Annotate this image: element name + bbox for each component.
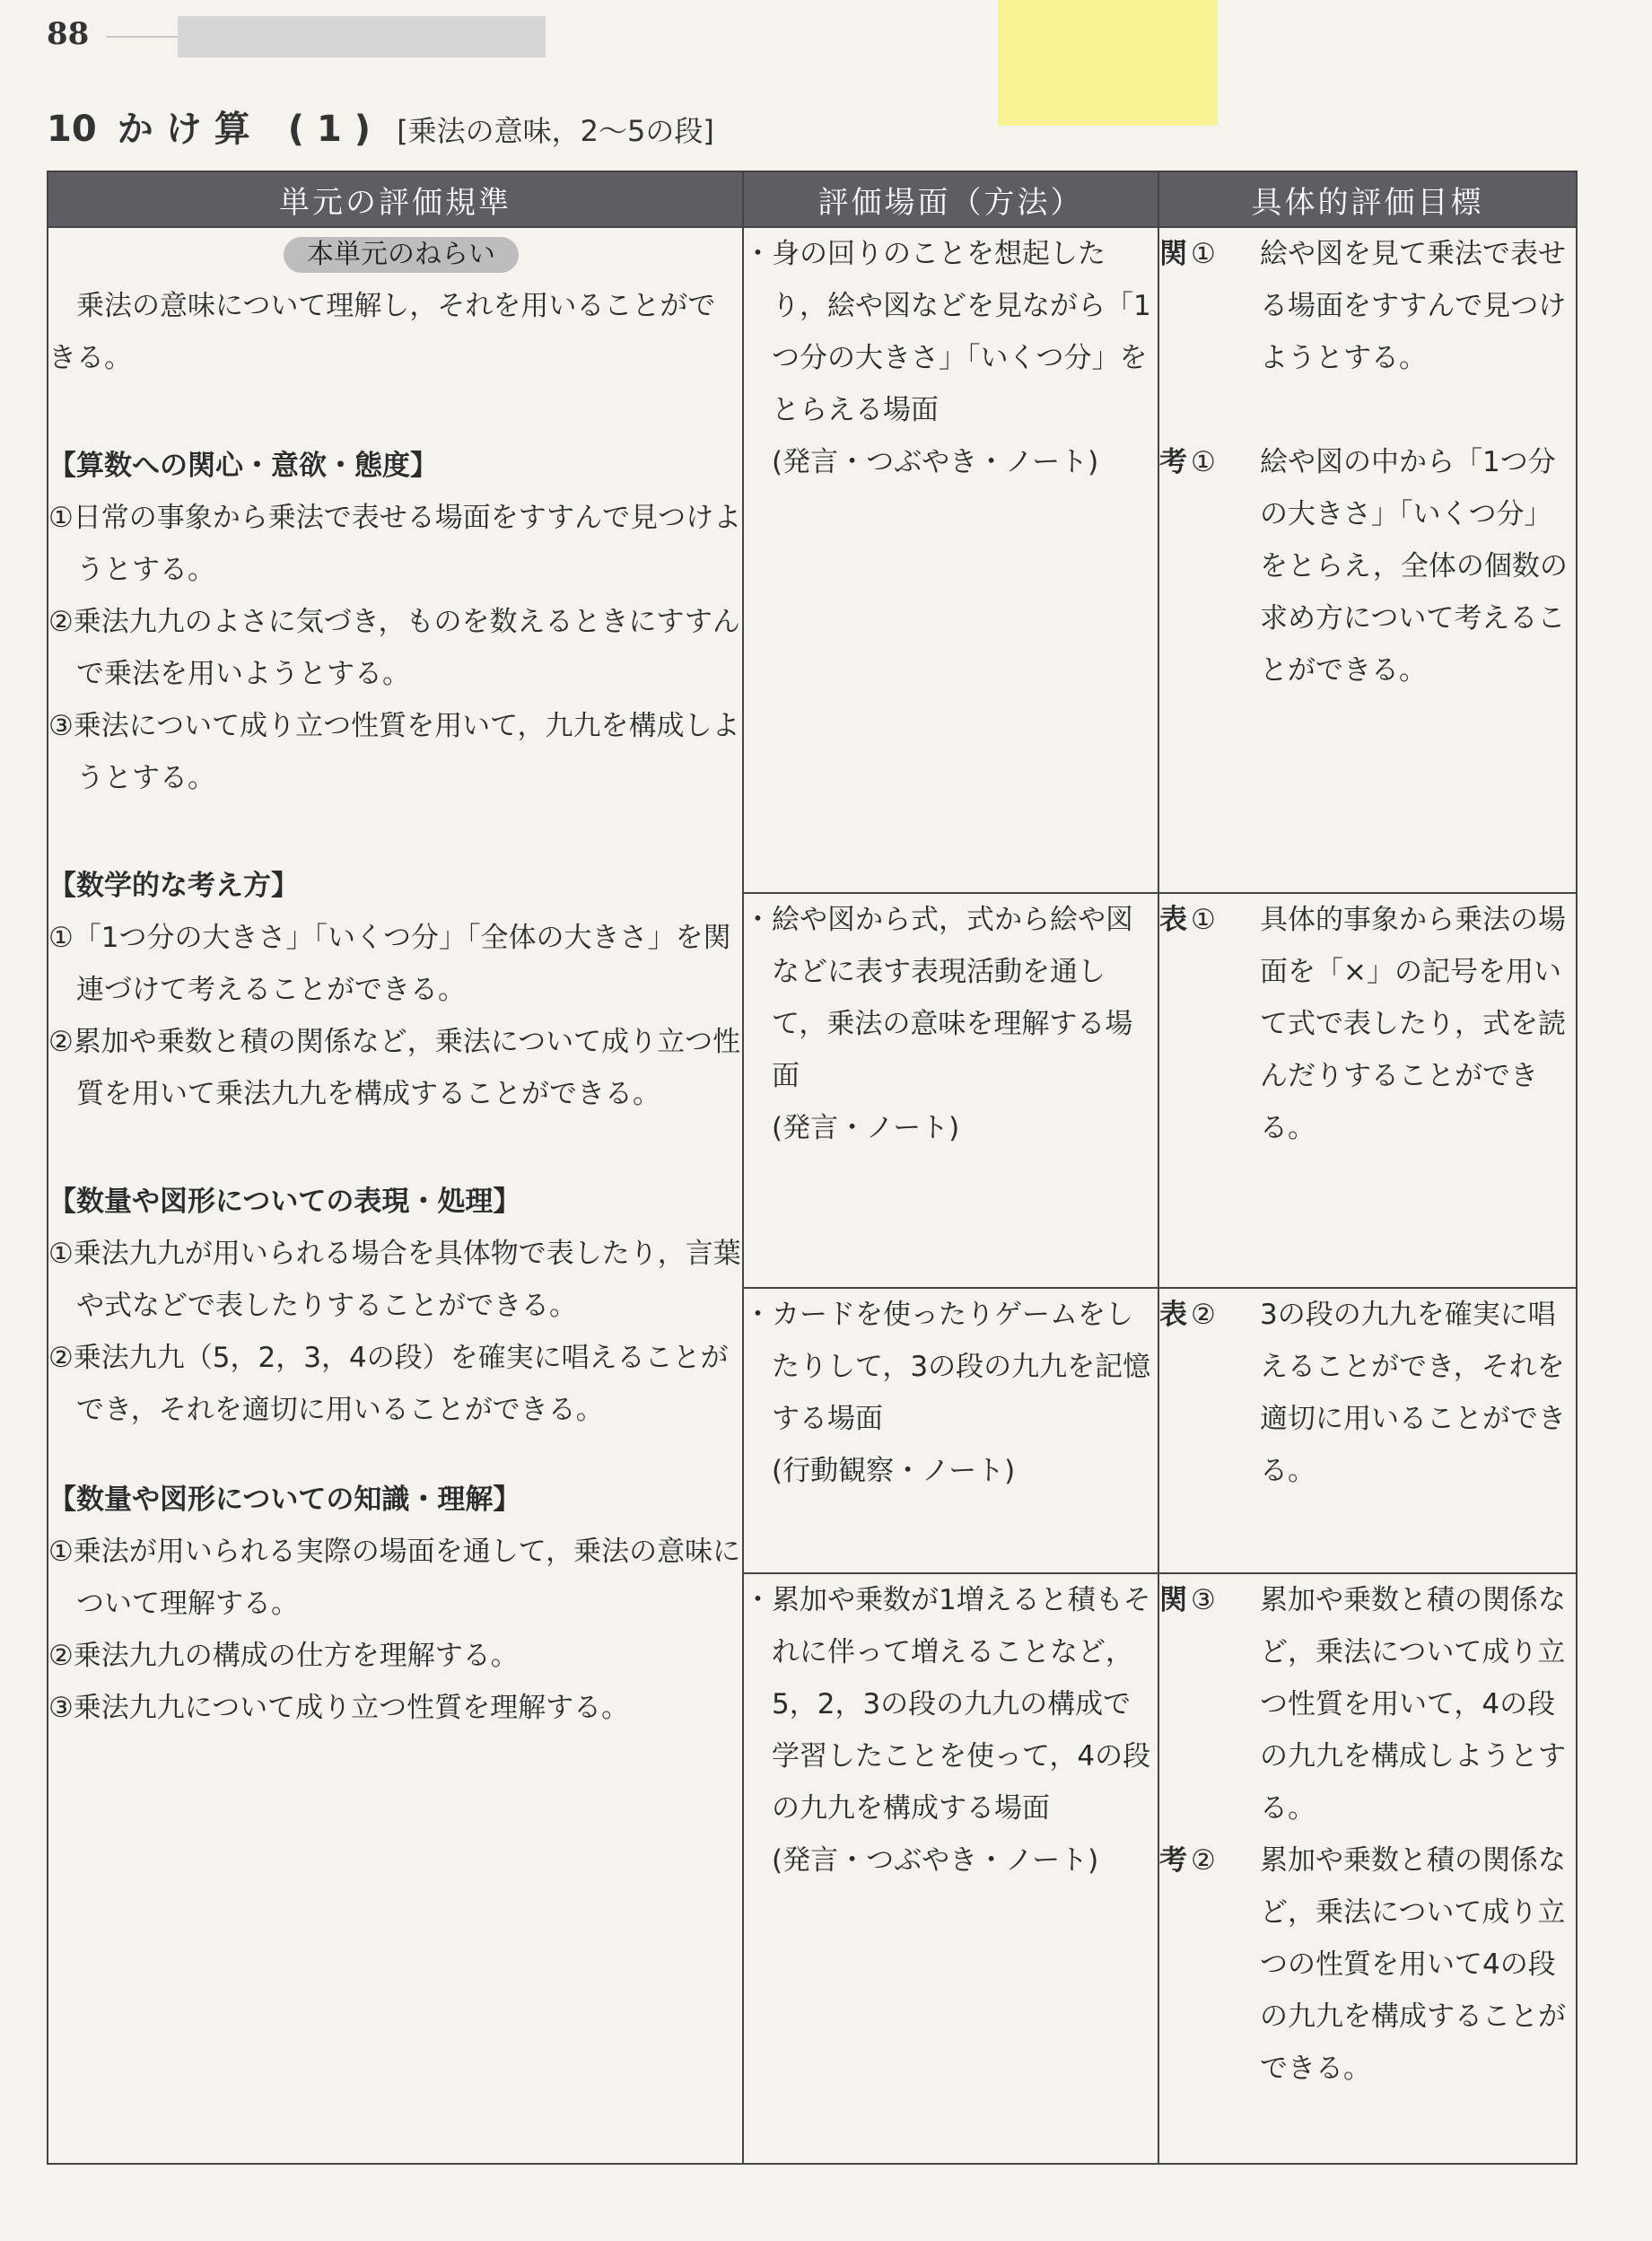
scene-cell: [743, 1573, 1158, 2164]
section-heading: 【数量や図形についての知識・理解】: [48, 1484, 521, 1516]
target-text: 具体的事象から乗法の場面を「×」の記号を用いて式で表したり，式を読んだりすることができる。: [1260, 904, 1566, 1144]
header-target: 具体的評価目標: [1158, 171, 1577, 227]
target-item: [1159, 894, 1576, 1154]
target-text: 絵や図を見て乗法で表せる場面をすすんで見つけようとする。: [1260, 238, 1567, 374]
target-text: 絵や図の中から「1つ分の大きさ」「いくつ分」をとらえ，全体の個数の求め方について考えることができる。: [1260, 446, 1568, 687]
scene-cell: [743, 227, 1158, 893]
unit-subtitle: [乗法の意味，2〜5の段]: [397, 114, 714, 148]
target-text: 累加や乗数と積の関係など，乗法について成り立つ性質を用いて，4の段の九九を構成しようとする。: [1260, 1584, 1566, 1825]
scene-cell: [743, 1288, 1158, 1573]
section-heading: 【算数への関心・意欲・態度】: [48, 450, 438, 482]
criteria-item: ①「1つ分の大きさ」「いくつ分」「全体の大きさ」を関連づけて考えることができる。: [48, 922, 731, 1006]
table-row: [48, 227, 1577, 893]
target-number: ①: [1191, 904, 1216, 936]
header-scene: 評価場面（方法）: [743, 171, 1158, 227]
target-label: 関: [1159, 238, 1187, 270]
target-text: 3の段の九九を確実に唱えることができ，それを適切に用いることができる。: [1260, 1299, 1566, 1487]
target-label: 考: [1159, 446, 1187, 478]
target-cell: [1158, 1573, 1577, 2164]
target-text: 累加や乗数と積の関係など，乗法について成り立つの性質を用いて4の段の九九を構成することができる。: [1260, 1844, 1566, 2085]
scene-text: ・カードを使ったりゲームをしたりして，3の段の九九を記憶する場面: [744, 1299, 1151, 1435]
aim-badge: 本単元のねらい: [284, 237, 519, 273]
target-cell: [1158, 227, 1577, 893]
aim-text: 乗法の意味について理解し，それを用いることができる。: [48, 290, 716, 374]
target-cell: [1158, 1288, 1577, 1573]
target-item: [1159, 1834, 1576, 2095]
criteria-item: ③乗法九九について成り立つ性質を理解する。: [48, 1692, 630, 1724]
header-rule: [106, 36, 178, 38]
criteria-section-expression: [48, 1176, 742, 1436]
target-item: [1159, 1574, 1576, 1834]
scene-text: ・絵や図から式，式から絵や図などに表す表現活動を通して，乗法の意味を理解する場面: [744, 904, 1133, 1092]
target-number: ③: [1191, 1584, 1216, 1616]
evaluation-table: [47, 171, 1578, 2165]
unit-number: 10: [47, 109, 97, 150]
target-item: [1159, 1289, 1576, 1497]
scene-text: ・累加や乗数が1増えると積もそれに伴って増えることなど，5，2，3の段の九九の構成で学習したことを使って，4の段の九九を構成する場面: [744, 1584, 1151, 1825]
criteria-cell: [48, 227, 743, 2164]
target-item: [1159, 436, 1576, 696]
criteria-item: ①乗法九九が用いられる場合を具体物で表したり，言葉や式などで表したりすることができる。: [48, 1238, 741, 1322]
criteria-item: ③乗法について成り立つ性質を用いて，九九を構成しようとする。: [48, 710, 740, 794]
criteria-item: ②累加や乗数と積の関係など，乗法について成り立つ性質を用いて乗法九九を構成することができる。: [48, 1026, 741, 1110]
criteria-item: ②乗法九九のよさに気づき，ものを数えるときにすすんで乗法を用いようとする。: [48, 606, 740, 690]
target-label: 表: [1159, 1299, 1187, 1331]
criteria-item: ②乗法九九（5，2，3，4の段）を確実に唱えることができ，それを適切に用いることができる。: [48, 1342, 729, 1426]
section-heading: 【数量や図形についての表現・処理】: [48, 1186, 521, 1218]
unit-title: [47, 101, 714, 152]
criteria-item: ②乗法九九の構成の仕方を理解する。: [48, 1640, 519, 1672]
criteria-section-knowledge: [48, 1474, 742, 1734]
header-criteria: 単元の評価規準: [48, 171, 743, 227]
target-number: ②: [1191, 1844, 1216, 1877]
method-text: (発言・つぶやき・ノート): [772, 1844, 1099, 1877]
target-number: ①: [1191, 446, 1216, 478]
criteria-section-interest: [48, 440, 742, 804]
scene-cell: [743, 893, 1158, 1288]
header-band: [178, 16, 546, 57]
target-label: 表: [1159, 904, 1187, 936]
method-text: (行動観察・ノート): [772, 1455, 1016, 1487]
table-header-row: [48, 171, 1577, 227]
target-label: 関: [1159, 1584, 1187, 1616]
criteria-item: ①日常の事象から乗法で表せる場面をすすんで見つけようとする。: [48, 502, 742, 586]
criteria-section-thinking: [48, 860, 742, 1120]
target-number: ②: [1191, 1299, 1216, 1331]
target-cell: [1158, 893, 1577, 1288]
page-number: 88: [47, 16, 90, 52]
section-heading: 【数学的な考え方】: [48, 870, 299, 902]
target-label: 考: [1159, 1844, 1187, 1877]
target-item: [1159, 228, 1576, 384]
scene-text: ・身の回りのことを想起したり，絵や図などを見ながら「1つ分の大きさ」「いくつ分」をとらえる場面: [744, 238, 1151, 426]
criteria-item: ①乗法が用いられる実際の場面を通して，乗法の意味について理解する。: [48, 1536, 741, 1620]
target-number: ①: [1191, 238, 1216, 270]
method-text: (発言・ノート): [772, 1112, 960, 1144]
unit-name: かけ算 (1): [117, 109, 384, 150]
method-text: (発言・つぶやき・ノート): [772, 446, 1099, 478]
sticky-note: [998, 0, 1218, 126]
